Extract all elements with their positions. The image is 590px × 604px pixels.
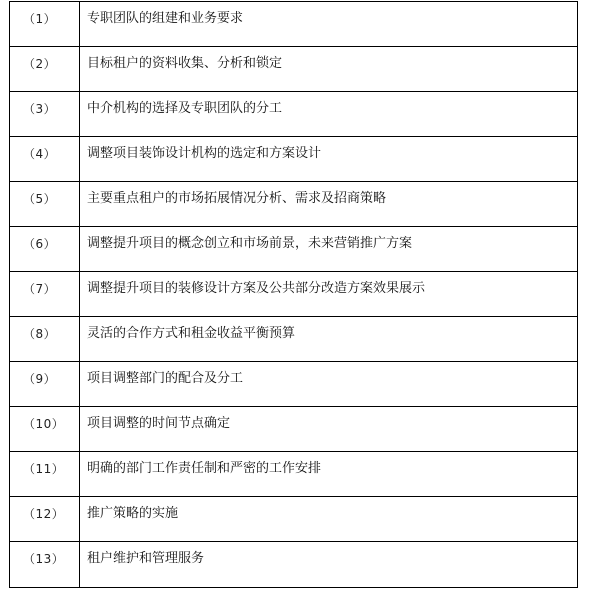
item-number-cell — [10, 47, 80, 92]
item-text: 调整项目装饰设计机构的选定和方案设计 — [87, 146, 322, 161]
item-number: （2） — [23, 57, 57, 71]
item-number-cell — [10, 137, 80, 182]
item-number-cell — [10, 2, 80, 47]
item-text: 推广策略的实施 — [87, 506, 179, 521]
item-text-cell — [80, 317, 578, 362]
item-number: （11） — [23, 462, 65, 476]
item-number: （5） — [23, 192, 57, 206]
item-number: （8） — [23, 327, 57, 341]
item-number-cell — [10, 92, 80, 137]
item-text-cell — [80, 407, 578, 452]
item-text-cell — [80, 182, 578, 227]
table-row — [10, 317, 578, 362]
table-row — [10, 272, 578, 317]
table-row — [10, 182, 578, 227]
item-text: 中介机构的选择及专职团队的分工 — [87, 101, 283, 116]
table-row — [10, 47, 578, 92]
item-number: （10） — [23, 417, 65, 431]
table-row — [10, 362, 578, 407]
item-number: （7） — [23, 282, 57, 296]
item-text-cell — [80, 2, 578, 47]
item-text: 项目调整的时间节点确定 — [87, 416, 231, 431]
item-text: 明确的部门工作责任制和严密的工作安排 — [87, 461, 322, 476]
item-number-cell — [10, 407, 80, 452]
item-number-cell — [10, 452, 80, 497]
table-row — [10, 452, 578, 497]
item-number: （3） — [23, 102, 57, 116]
item-text: 租户维护和管理服务 — [87, 551, 205, 566]
item-text-cell — [80, 227, 578, 272]
table-row — [10, 497, 578, 542]
item-text-cell — [80, 137, 578, 182]
item-text-cell — [80, 92, 578, 137]
item-text: 项目调整部门的配合及分工 — [87, 371, 244, 386]
item-number: （4） — [23, 147, 57, 161]
item-number-cell — [10, 182, 80, 227]
item-number: （6） — [23, 237, 57, 251]
task-list-table — [9, 1, 578, 588]
item-text-cell — [80, 272, 578, 317]
table-row — [10, 542, 578, 588]
table-row — [10, 137, 578, 182]
item-text-cell — [80, 452, 578, 497]
item-number: （1） — [23, 12, 57, 26]
item-number: （12） — [23, 507, 65, 521]
item-text-cell — [80, 47, 578, 92]
item-number-cell — [10, 272, 80, 317]
item-number-cell — [10, 227, 80, 272]
item-text-cell — [80, 362, 578, 407]
item-text: 目标租户的资料收集、分析和锁定 — [87, 56, 283, 71]
item-text-cell — [80, 542, 578, 588]
table-row — [10, 2, 578, 47]
table-row — [10, 227, 578, 272]
item-text: 专职团队的组建和业务要求 — [87, 11, 244, 26]
item-text: 调整提升项目的装修设计方案及公共部分改造方案效果展示 — [87, 281, 426, 296]
table-row — [10, 407, 578, 452]
item-text-cell — [80, 497, 578, 542]
item-number-cell — [10, 497, 80, 542]
table-row — [10, 92, 578, 137]
item-number: （9） — [23, 372, 57, 386]
item-number-cell — [10, 317, 80, 362]
item-text: 灵活的合作方式和租金收益平衡预算 — [87, 326, 296, 341]
table-body — [10, 2, 578, 588]
item-number-cell — [10, 362, 80, 407]
item-text: 调整提升项目的概念创立和市场前景，未来营销推广方案 — [87, 236, 413, 251]
item-number-cell — [10, 542, 80, 588]
item-number: （13） — [23, 552, 65, 566]
item-text: 主要重点租户的市场拓展情况分析、需求及招商策略 — [87, 191, 387, 206]
